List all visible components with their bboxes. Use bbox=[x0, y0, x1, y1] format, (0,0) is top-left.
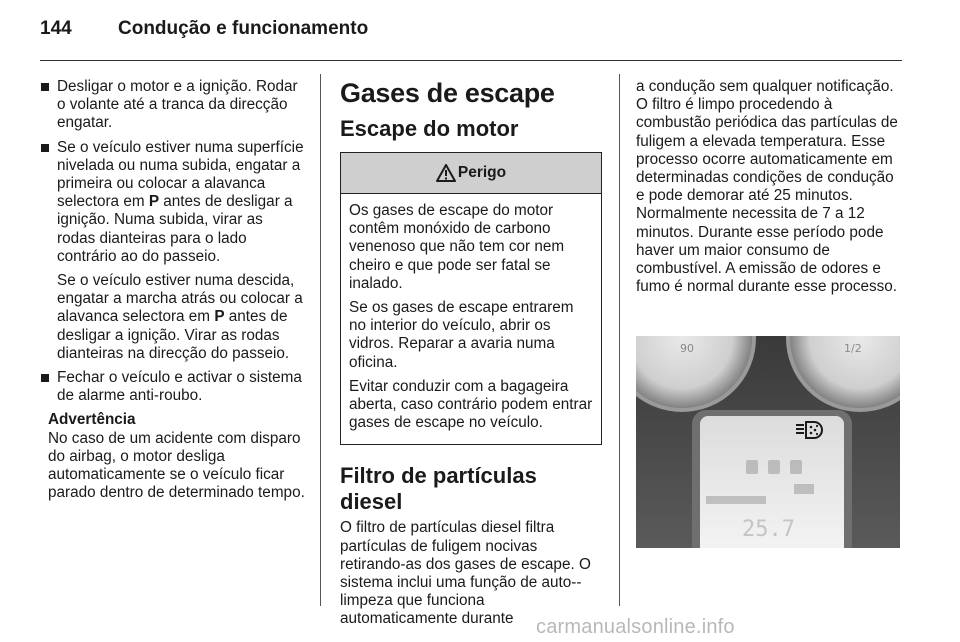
section-heading: Gases de escape bbox=[340, 78, 555, 108]
warning-paragraph: Os gases de escape do motor contêm monóxido de carbono venenoso que não tem cor nem cheiro e que pode ser fatal se inalado. bbox=[349, 202, 565, 292]
text-run: antes de desligar a ignição. Virar as rodas dianteiras na direcção do passeio. bbox=[57, 308, 290, 362]
paragraph: a condução sem qualquer notificação. O filtro é limpo procedendo à combustão periódica das partículas de fuligem a elevada temperatura. Esse processo ocorre automaticamente em determinadas condições de condução e pode demorar até 25 minutos. Normalmente necessita de 7 a 12 minutos. Durante esse período pode haver um maior consumo de combustível. A emissão de odores e fumo é normal durante esse processo. bbox=[636, 78, 898, 296]
column-middle bbox=[340, 78, 602, 629]
warning-header bbox=[341, 153, 601, 194]
warning-paragraph: Evitar conduzir com a bagageira aberta, caso contrário podem entrar gases de escape no veículo. bbox=[349, 377, 593, 432]
dial-left-label: 90 bbox=[680, 342, 694, 355]
gear-letter: P bbox=[214, 308, 225, 326]
bullet-item: Desligar o motor e a ignição. Rodar o volante até a tranca da direcção engatar. bbox=[40, 78, 305, 133]
text-run: Se o veículo estiver numa descida, engatar a marcha atrás ou colocar a alavanca selectora em bbox=[57, 272, 303, 326]
subsection-heading: Escape do motor bbox=[340, 116, 519, 141]
page-header bbox=[40, 18, 900, 48]
warning-box bbox=[340, 152, 602, 445]
warning-paragraph: Se os gases de escape entrarem no interior do veículo, abrir os vidros. Reparar a avaria numa oficina. bbox=[349, 299, 574, 371]
chapter-title: Condução e funcionamento bbox=[118, 18, 369, 39]
gear-letter: P bbox=[148, 193, 160, 211]
warning-body bbox=[341, 194, 601, 444]
text-run: antes de desligar a ignição. Numa subida, virar as rodas dianteiras para o lado contrário ao do passeio. bbox=[57, 193, 293, 265]
bullet-item bbox=[40, 139, 305, 266]
bullet-item: Fechar o veículo e activar o sistema de alarme anti-roubo. bbox=[40, 369, 305, 405]
display-value: 25.7 bbox=[742, 517, 795, 542]
text-run: Se o veículo estiver numa superfície nivelada ou numa subida, engatar a primeira ou colocar a alavanca selectora em bbox=[57, 138, 304, 211]
header-rule bbox=[40, 60, 902, 61]
subsection-heading: Filtro de partículas diesel bbox=[340, 463, 537, 515]
paragraph: O filtro de partículas diesel filtra partículas de fuligem nocivas retirando-as dos gases de escape. O sistema inclui uma função de auto--limpeza que funciona automaticamente durante bbox=[340, 519, 591, 628]
column-divider-2 bbox=[619, 74, 620, 606]
paragraph bbox=[40, 272, 305, 363]
note-title: Advertência bbox=[48, 411, 136, 429]
instrument-cluster-photo bbox=[636, 336, 900, 548]
column-left bbox=[40, 78, 305, 502]
page-number: 144 bbox=[40, 18, 72, 39]
warning-triangle-icon bbox=[436, 164, 456, 182]
warning-label: Perigo bbox=[457, 163, 507, 181]
column-divider-1 bbox=[320, 74, 321, 606]
watermark: carmanualsonline.info bbox=[536, 616, 735, 638]
column-right bbox=[636, 78, 904, 296]
note-box bbox=[40, 411, 305, 502]
note-text: No caso de um acidente com disparo do airbag, o motor desliga automaticamente se o veículo ficar parado dentro de determinado tempo. bbox=[48, 429, 305, 502]
dial-right-label: 1/2 bbox=[844, 342, 862, 355]
